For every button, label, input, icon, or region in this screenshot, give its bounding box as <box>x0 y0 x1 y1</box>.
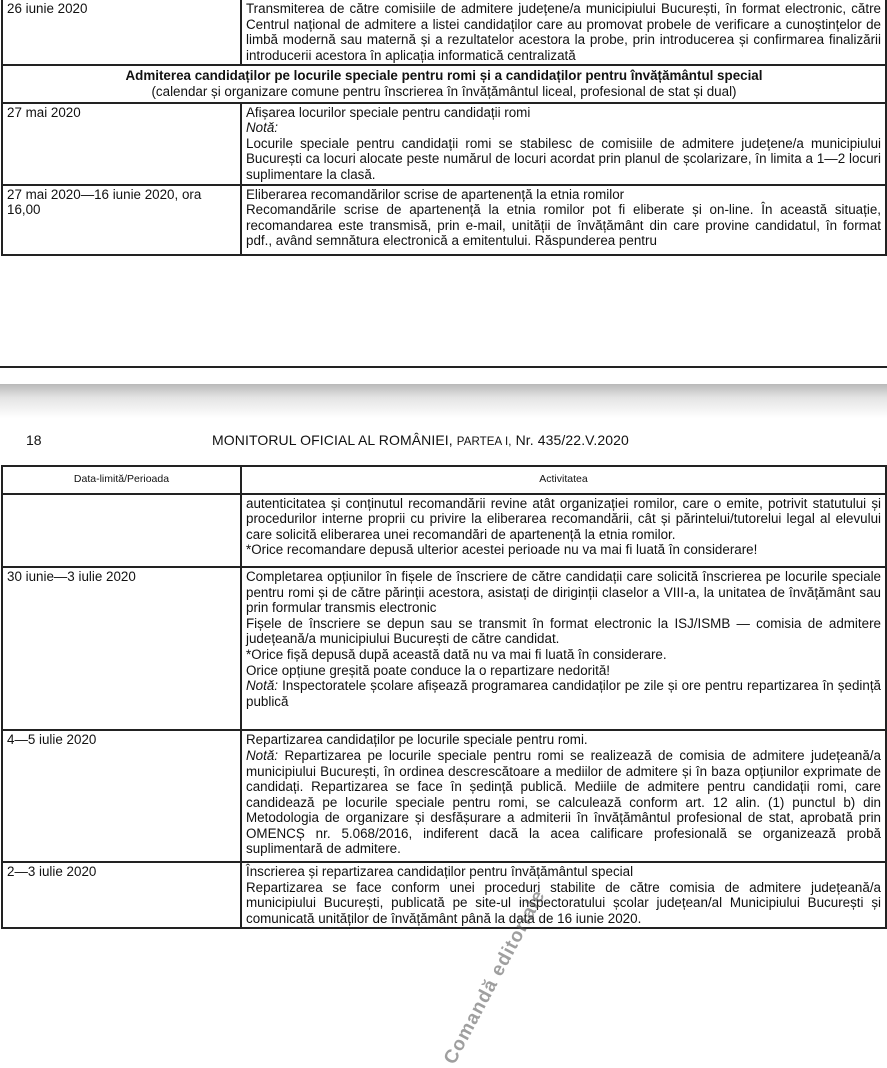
previous-page-fragment <box>0 0 887 330</box>
table-row <box>2 567 886 730</box>
table-row <box>2 103 886 185</box>
activity-title: Repartizarea candidaților pe locurile speciale pentru romi. <box>246 732 588 748</box>
note-label: Notă: <box>246 747 279 763</box>
activity-warning: *Orice fișă depusă după această dată nu va mai fi luată în considerare. <box>246 646 667 662</box>
activity-cell <box>241 567 886 730</box>
page-shadow <box>0 384 887 418</box>
title-main: MONITORUL OFICIAL AL ROMÂNIEI, <box>212 432 453 448</box>
activity-title: Afișarea locurilor speciale pentru candidații romi <box>246 104 531 120</box>
note-label: Notă: <box>246 678 279 694</box>
activity-cell <box>241 185 886 255</box>
note-text: Locurile speciale pentru candidații romi se stabilesc de comisiile de admitere județene/a municipiului București ca locuri alocate peste numărul de locuri acordat prin planul de școlarizare, în limita a 1—2 locuri suplimentare la clasă. <box>246 135 881 182</box>
activity-cell <box>241 494 886 567</box>
activity-warning: Orice opțiune greșită poate conduce la o repartizare nedorită! <box>246 662 610 678</box>
table-row <box>2 862 886 928</box>
page-break-rule <box>0 366 887 368</box>
date-cell: 4—5 iulie 2020 <box>2 730 241 862</box>
page-number: 18 <box>26 432 42 448</box>
note-text: Inspectoratele școlare afișează programarea candidaților pe zile și ore pentru repartizarea în ședință publică <box>246 678 881 709</box>
table-row <box>2 730 886 862</box>
title-part: PARTEA I, <box>456 436 512 448</box>
page-18 <box>0 418 887 1068</box>
activity-text: Recomandările scrise de apartenență la etnia romilor pot fi eliberate și on-line. În această situație, recomandarea este transmisă, prin e-mail, unității de învățământ din care provine candidatul, în format pdf., având semnătura electronică a emitentului. Răspunderea pentru <box>246 202 881 249</box>
date-cell: 27 mai 2020 <box>2 103 241 185</box>
date-cell <box>2 494 241 567</box>
note-label: Notă: <box>246 120 279 136</box>
activity-text: Completarea opțiunilor în fișele de înscriere de către candidații care solicită înscrierea pe locurile speciale pentru romi și de către părinții acestora, asistați de diriginții claselor a VIII-a, la unitatea de învățământ sau prin formular transmis electronic <box>246 568 881 616</box>
section-heading-title: Admiterea candidaților pe locurile speciale pentru romi și a candidaților pentru învățământul special <box>125 68 763 84</box>
activity-cell <box>241 103 886 185</box>
calendar-table-top <box>1 0 887 256</box>
note-paragraph <box>246 748 881 857</box>
activity-cell <box>241 730 886 862</box>
title-issue: Nr. 435/22.V.2020 <box>515 432 629 448</box>
activity-cell <box>241 862 886 928</box>
page-header <box>0 432 887 452</box>
section-heading-subtitle: (calendar și organizare comune pentru înscrierea în învățământul liceal, profesional de stat și dual) <box>151 83 737 99</box>
date-cell: 26 iunie 2020 <box>2 0 241 65</box>
page-title <box>212 432 629 448</box>
calendar-table-bottom <box>1 465 887 929</box>
table-row <box>2 0 886 65</box>
activity-title: Înscrierea și repartizarea candidaților pentru învățământul special <box>246 864 634 880</box>
note-text: Repartizarea pe locurile speciale pentru romi se realizează de comisia de admitere județeană/a municipiului București, în ordinea descrescătoare a mediilor de admitere și în baza opțiunilor exprimate de candidați. Repartizarea se face în ședință publică. Mediile de admitere pentru candidații romi, care candidează pe locurile speciale pentru romi, se calculează conform art. 12 alin. (1) punctul b) din Metodologia de organizare și desfășurare a admiterii în învățământul profesional de stat, aprobată prin OMENCȘ nr. 5.068/2016, indiferent dacă la acea calificare profesională se organizează probă suplimentară de admitere. <box>246 747 881 857</box>
activity-warning: *Orice recomandare depusă ulterior acestei perioade nu va mai fi luată în considerare! <box>246 542 758 558</box>
table-header-row <box>2 466 886 494</box>
table-row <box>2 185 886 255</box>
activity-text: Fișele de înscriere se depun sau se transmit în format electronic la ISJ/ISMB — comisia de admitere județeană/a municipiului București de către candidat. <box>246 615 881 647</box>
activity-title: Eliberarea recomandărilor scrise de apartenență la etnia romilor <box>246 186 625 202</box>
note-paragraph <box>246 678 881 709</box>
activity-cell: Transmiterea de către comisiile de admitere județene/a municipiului București, în format electronic, către Centrul național de admitere a listei candidaților care au promovat probele de verificare a cunoștințelor de limbă modernă sau maternă și a rezultatelor acestora la probe, prin introducerea și confirmarea finalizării introducerii acestora în aplicația informatică centralizată <box>241 0 886 65</box>
activity-text: Repartizarea se face conform unei proceduri stabilite de către comisia de admitere județeană/a municipiului București, publicată pe site-ul inspectoratului școlar județean/al Municipiului București și comunicată unităților de învățământ până la data de 16 iunie 2020. <box>246 879 881 926</box>
page-break <box>0 330 887 418</box>
column-header-activity: Activitatea <box>241 466 886 494</box>
date-cell: 2—3 iulie 2020 <box>2 862 241 928</box>
table-row <box>2 494 886 567</box>
date-cell: 27 mai 2020—16 iunie 2020, ora 16,00 <box>2 185 241 255</box>
section-heading-row <box>2 65 886 102</box>
column-header-date: Data-limită/Perioada <box>2 466 241 494</box>
section-heading-cell <box>2 65 886 102</box>
activity-text: autenticitatea și conținutul recomandării revine atât organizației romilor, care o emite, potrivit statutului și procedurilor interne proprii cu privire la eliberarea recomandării, cât și părintelui/tutorelui legal al elevului care solicită eliberarea unei recomandări de apartenență la etnia romilor. <box>246 495 881 542</box>
watermark-stamp: Comandă editoriale <box>440 886 550 1068</box>
date-cell: 30 iunie—3 iulie 2020 <box>2 567 241 730</box>
